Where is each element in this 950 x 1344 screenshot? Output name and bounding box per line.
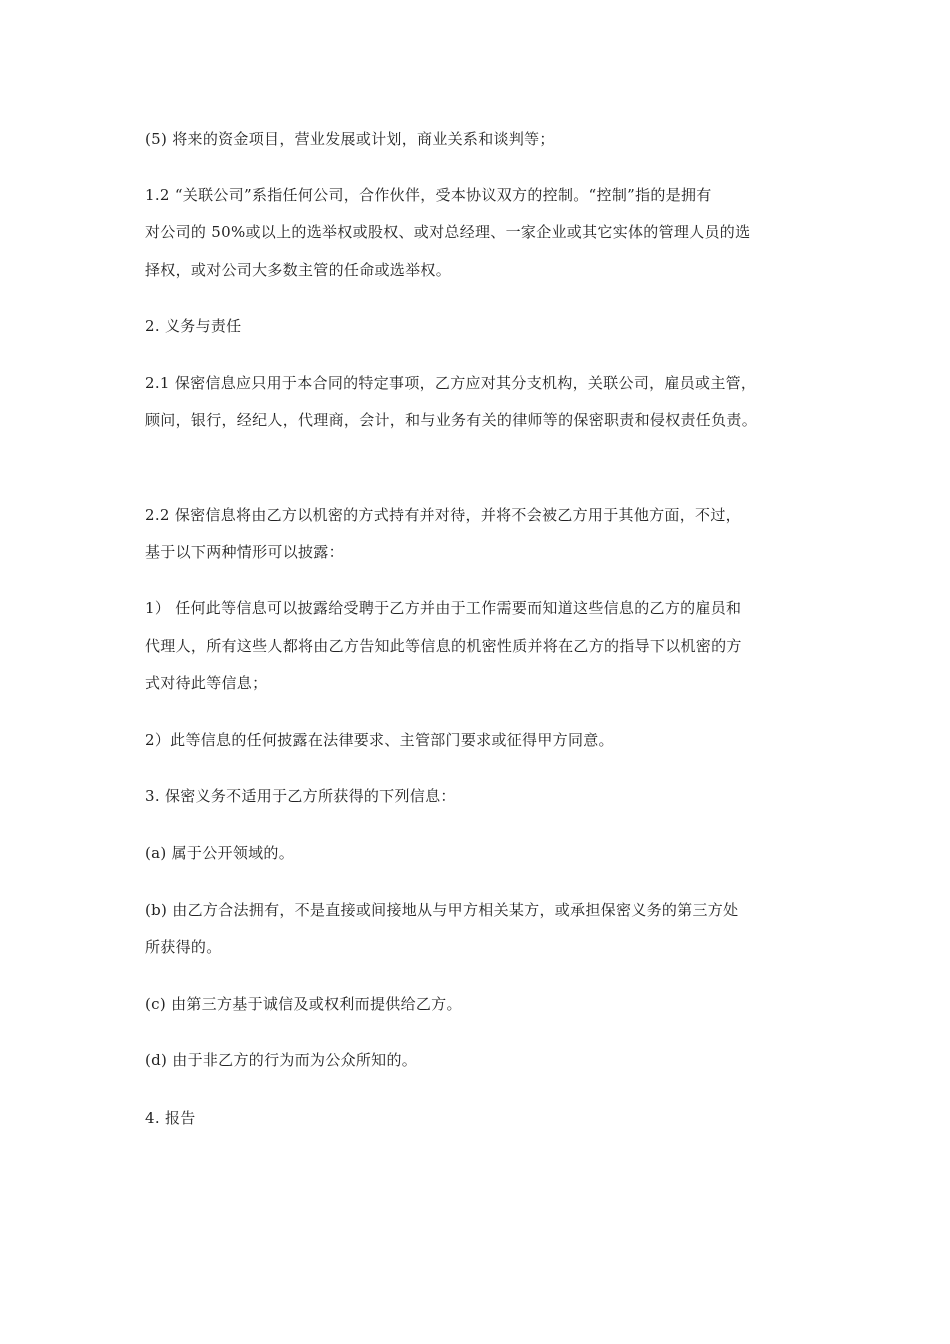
text-line: 基于以下两种情形可以披露： [145, 543, 344, 561]
text-line: 2.1 保密信息应只用于本合同的特定事项，乙方应对其分支机构，关联公司，雇员或主管， [145, 374, 757, 392]
text-line: 所获得的。 [145, 938, 222, 956]
text-line: 对公司的 50%或以上的选举权或股权、或对总经理、一家企业或其它实体的管理人员的选 [145, 223, 751, 241]
text-line: (c) 由第三方基于诚信及或权利而提供给乙方。 [145, 995, 462, 1013]
text-line: 择权，或对公司大多数主管的任命或选举权。 [145, 261, 452, 279]
text-line: 式对待此等信息； [145, 674, 268, 692]
text-line: 2）此等信息的任何披露在法律要求、主管部门要求或征得甲方同意。 [145, 731, 614, 749]
section-heading: 3. 保密义务不适用于乙方所获得的下列信息： [145, 787, 456, 805]
text-line: (5) 将来的资金项目，营业发展或计划，商业关系和谈判等； [145, 130, 555, 148]
text-line: 1.2 “关联公司”系指任何公司，合作伙伴，受本协议双方的控制。“控制”指的是拥有 [145, 186, 712, 204]
text-line: (b) 由乙方合法拥有，不是直接或间接地从与甲方相关某方，或承担保密义务的第三方处 [145, 901, 739, 919]
text-line: (d) 由于非乙方的行为而为公众所知的。 [145, 1051, 418, 1069]
text-line: 1） 任何此等信息可以披露给受聘于乙方并由于工作需要而知道这些信息的乙方的雇员和 [145, 599, 742, 617]
text-line: 2.2 保密信息将由乙方以机密的方式持有并对待，并将不会被乙方用于其他方面，不过， [145, 506, 741, 524]
text-line: 代理人，所有这些人都将由乙方告知此等信息的机密性质并将在乙方的指导下以机密的方 [145, 637, 742, 655]
text-line: 顾问，银行，经纪人，代理商，会计，和与业务有关的律师等的保密职责和侵权责任负责。 [145, 411, 758, 429]
section-heading: 4. 报告 [145, 1109, 196, 1127]
section-heading: 2. 义务与责任 [145, 317, 242, 335]
text-line: (a) 属于公开领域的。 [145, 844, 295, 862]
